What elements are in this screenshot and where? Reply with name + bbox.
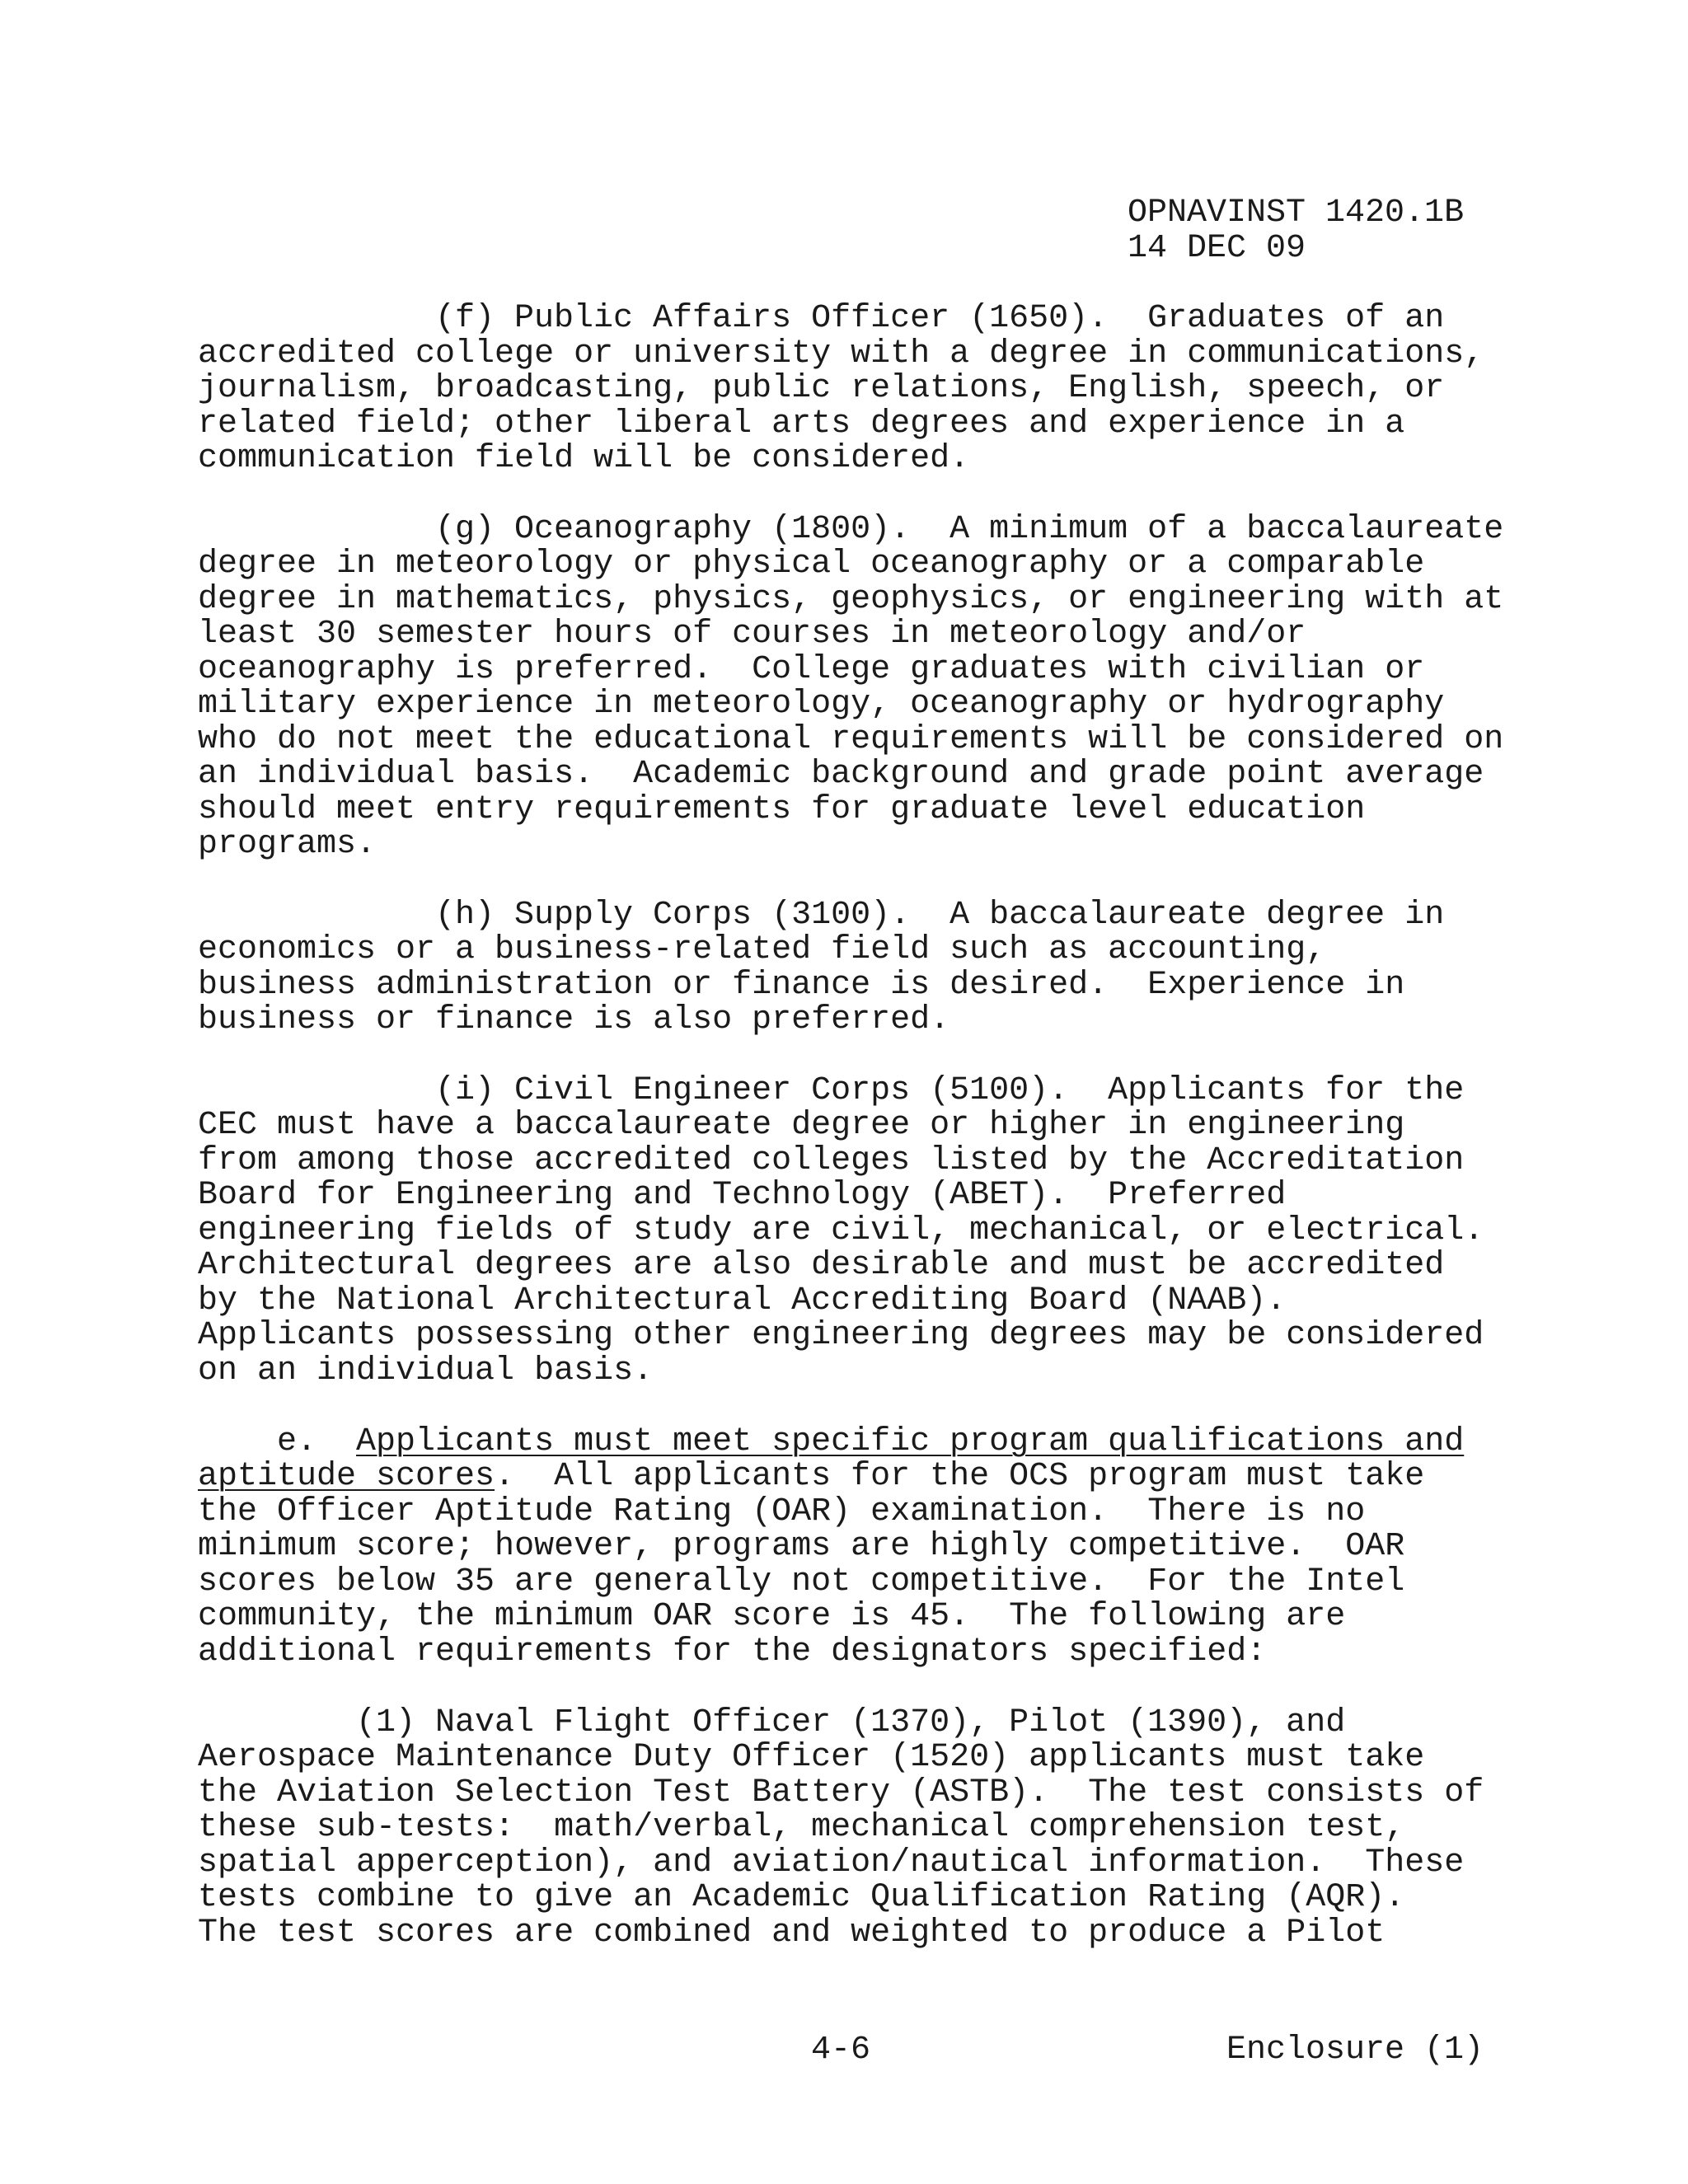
paragraph-g-line: programs.	[198, 826, 377, 863]
paragraph-g-line: degree in meteorology or physical oceanography or a comparable	[198, 546, 1425, 583]
paragraph-f-line: journalism, broadcasting, public relations, English, speech, or	[198, 370, 1445, 407]
paragraph-1-line: spatial apperception), and aviation/nautical information. These	[198, 1844, 1465, 1882]
paragraph-e-line: minimum score; however, programs are highly competitive. OAR	[198, 1528, 1405, 1565]
paragraph-g-line: least 30 semester hours of courses in meteorology and/or	[198, 616, 1306, 653]
paragraph-f-first-line: (f) Public Affairs Officer (1650). Graduates of an	[435, 300, 1445, 337]
paragraph-1-first-line: (1) Naval Flight Officer (1370), Pilot (1390), and	[356, 1704, 1346, 1741]
paragraph-i-line: by the National Architectural Accrediting Board (NAAB).	[198, 1282, 1287, 1319]
paragraph-i-line: on an individual basis.	[198, 1352, 654, 1390]
paragraph-h-line: economics or a business-related field such as accounting,	[198, 931, 1326, 968]
paragraph-e-line: the Officer Aptitude Rating (OAR) examination. There is no	[198, 1493, 1366, 1530]
paragraph-i-first-line: (i) Civil Engineer Corps (5100). Applicants for the	[435, 1072, 1465, 1109]
paragraph-i-line: Architectural degrees are also desirable and must be accredited	[198, 1247, 1445, 1284]
paragraph-i-line: Board for Engineering and Technology (ABET). Preferred	[198, 1177, 1287, 1214]
paragraph-i-line: from among those accredited colleges listed by the Accreditation	[198, 1142, 1465, 1179]
paragraph-1-line: tests combine to give an Academic Qualification Rating (AQR).	[198, 1879, 1405, 1916]
paragraph-i-line: CEC must have a baccalaureate degree or higher in engineering	[198, 1107, 1405, 1144]
paragraph-e-second-line-rest: . All applicants for the OCS program must take	[495, 1458, 1425, 1495]
paragraph-h-first-line: (h) Supply Corps (3100). A baccalaureate degree in	[435, 897, 1445, 934]
paragraph-1-line: Aerospace Maintenance Duty Officer (1520) applicants must take	[198, 1739, 1425, 1776]
paragraph-g-first-line: (g) Oceanography (1800). A minimum of a baccalaureate	[435, 511, 1504, 548]
paragraph-g-line: military experience in meteorology, oceanography or hydrography	[198, 686, 1445, 723]
paragraph-e-line: scores below 35 are generally not competitive. For the Intel	[198, 1563, 1405, 1601]
paragraph-i-line: Applicants possessing other engineering degrees may be considered	[198, 1317, 1484, 1354]
paragraph-1-line: the Aviation Selection Test Battery (ASTB). The test consists of	[198, 1774, 1484, 1811]
paragraph-g-line: who do not meet the educational requirements will be considered on	[198, 721, 1504, 758]
paragraph-e-heading-underlined: Applicants must meet specific program qualifications and	[356, 1423, 1465, 1460]
instruction-date: 14 DEC 09	[1128, 230, 1306, 267]
instruction-number: OPNAVINST 1420.1B	[1128, 194, 1465, 232]
paragraph-e-heading-underlined-end: aptitude scores	[198, 1458, 495, 1495]
paragraph-g-line: an individual basis. Academic background and grade point average	[198, 756, 1484, 793]
paragraph-g-line: degree in mathematics, physics, geophysics, or engineering with at	[198, 581, 1504, 618]
paragraph-h-line: business or finance is also preferred.	[198, 1001, 950, 1038]
paragraph-f-line: communication field will be considered.	[198, 440, 970, 477]
paragraph-e-line: additional requirements for the designators specified:	[198, 1633, 1267, 1671]
paragraph-1-line: The test scores are combined and weighted to produce a Pilot	[198, 1915, 1386, 1952]
paragraph-e-heading-line	[277, 1425, 1464, 1460]
paragraph-f-line: accredited college or university with a degree in communications,	[198, 335, 1484, 373]
paragraph-e-line: community, the minimum OAR score is 45. The following are	[198, 1598, 1346, 1635]
page-number: 4-6	[811, 2032, 871, 2069]
paragraph-i-line: engineering fields of study are civil, mechanical, or electrical.	[198, 1212, 1484, 1249]
paragraph-e-label: e.	[277, 1423, 317, 1460]
paragraph-1-line: these sub-tests: math/verbal, mechanical comprehension test,	[198, 1809, 1405, 1846]
paragraph-g-line: should meet entry requirements for graduate level education	[198, 791, 1366, 828]
paragraph-e-second-line	[198, 1460, 1424, 1495]
paragraph-h-line: business administration or finance is desired. Experience in	[198, 967, 1405, 1004]
paragraph-g-line: oceanography is preferred. College graduates with civilian or	[198, 651, 1425, 688]
paragraph-f-line: related field; other liberal arts degrees and experience in a	[198, 405, 1405, 443]
enclosure-label: Enclosure (1)	[1226, 2032, 1484, 2069]
